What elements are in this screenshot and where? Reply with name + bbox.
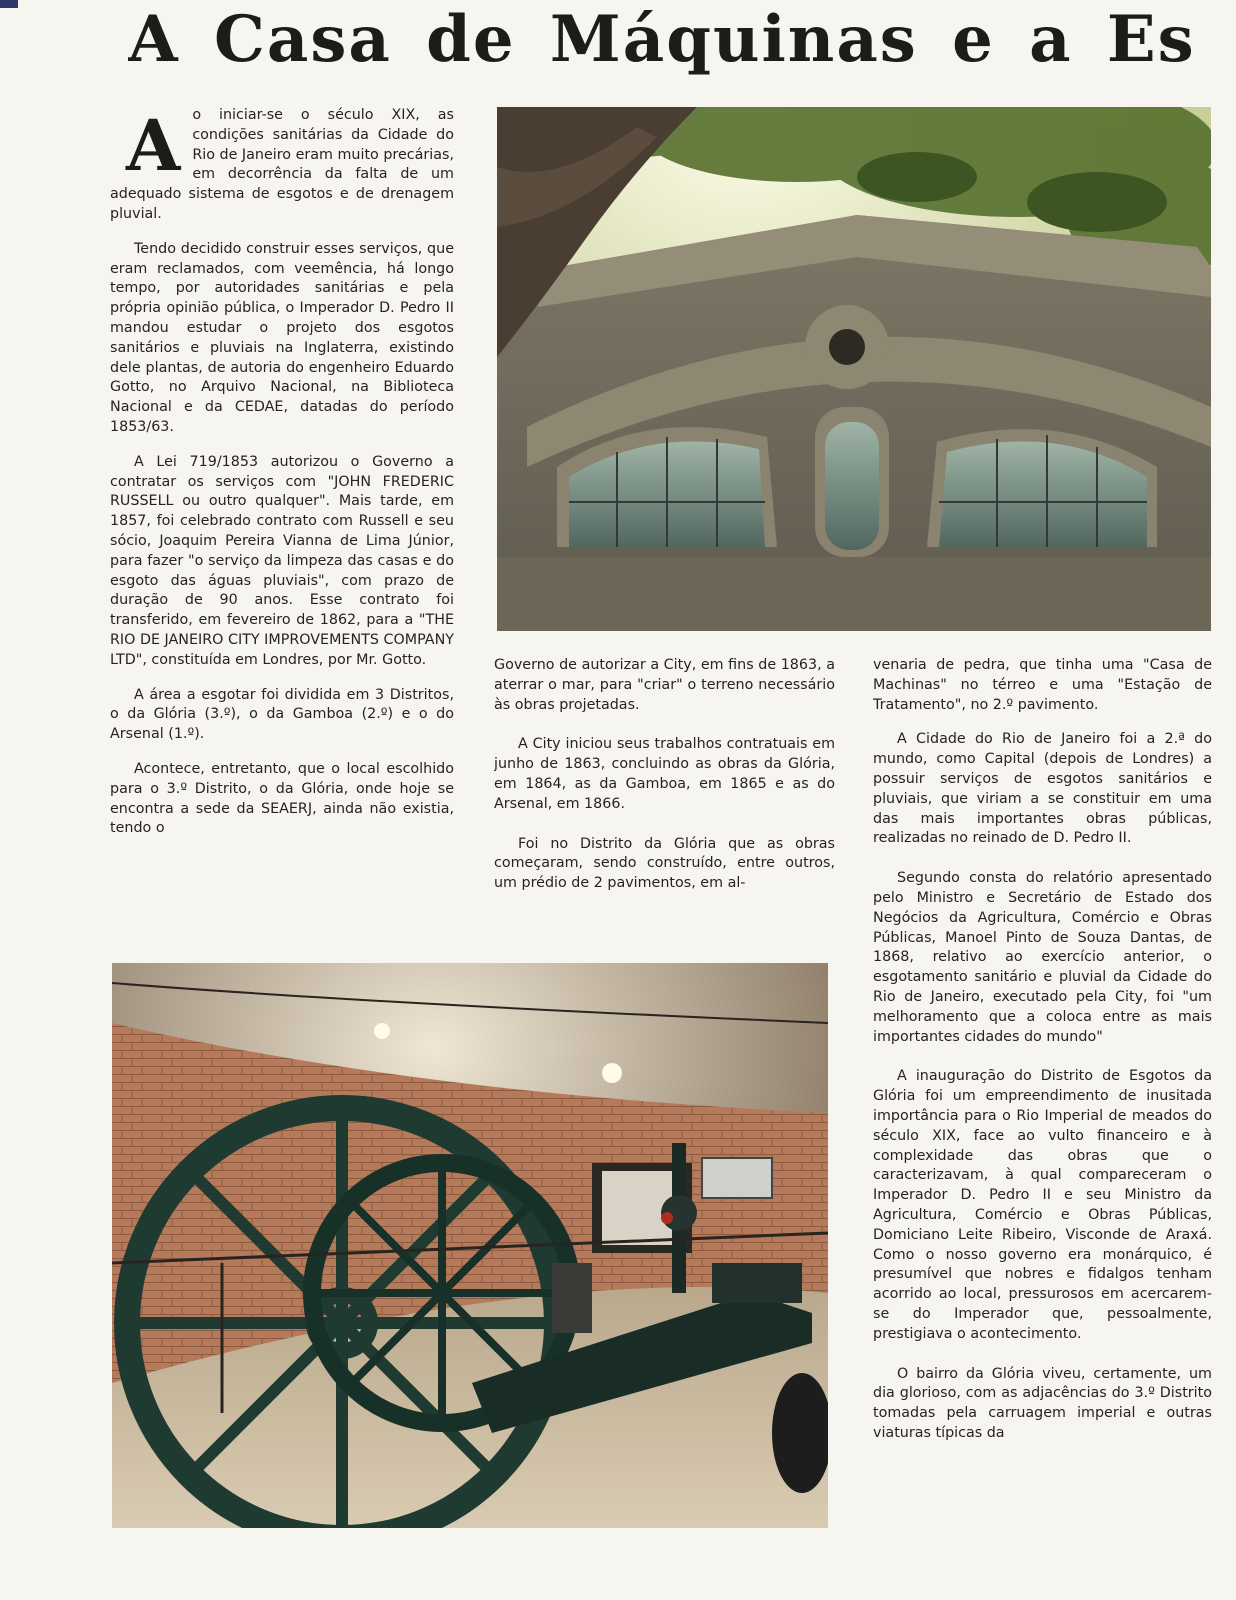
paragraph-intro (110, 106, 454, 225)
paragraph: A City iniciou seus trabalhos contratuais em junho de 1863, concluindo as obras da Glória, em 1864, as da Gamboa, em 1865 e as do Arsenal, em 1866. (494, 736, 835, 812)
paragraph: A área a esgotar foi dividida em 3 Distritos, o da Glória (3.º), o da Gamboa (2.º) e o do Arsenal (1.º). (110, 686, 454, 743)
paragraph: A Cidade do Rio de Janeiro foi a 2.ª do mundo, como Capital (depois de Londres) a possuir serviços de esgotos sanitários e pluviais, que viriam a se constituir em uma das mais importantes obras públicas, realizadas no reinado de D. Pedro II. (873, 731, 1212, 847)
photo-building-facade (497, 107, 1211, 631)
photo-machine-room (112, 963, 828, 1528)
paragraph: Tendo decidido construir esses serviços, que eram reclamados, com veemência, há longo tempo, por autoridades sanitárias e pela própria opinião pública, o Imperador D. Pedro II mandou estudar o projeto dos esgotos sanitários e pluviais na Inglaterra, existindo dele plantas, de autoria do engenheiro Eduardo Gotto, no Arquivo Nacional, na Biblioteca Nacional e da CEDAE, datadas do período 1853/63. (110, 240, 454, 435)
text-column-3 (873, 656, 1212, 1566)
paragraph: A Lei 719/1853 autorizou o Governo a contratar os serviços com "JOHN FREDERIC RUSSELL ou outro qualquer". Mais tarde, em 1857, foi celebrado contrato com Russell e seu sócio, Joaquim Pereira Vianna de Lima Júnior, para fazer "o serviço da limpeza das casas e do esgoto das águas pluviais", com prazo de duração de 90 anos. Esse contrato foi transferido, em fevereiro de 1862, para a "THE RIO DE JANEIRO CITY IMPROVEMENTS COMPANY LTD", constituída em Londres, por Mr. Gotto. (110, 453, 454, 668)
article-title: A Casa de Máquinas e a Es (128, 2, 1196, 77)
facade-illustration (497, 107, 1211, 631)
text-column-2 (494, 656, 835, 934)
paragraph: venaria de pedra, que tinha uma "Casa de Machinas" no térreo e uma "Estação de Tratamento", no 2.º pavimento. (873, 657, 1212, 713)
paragraph: Foi no Distrito da Glória que as obras começaram, sendo construído, entre outros, um prédio de 2 pavimentos, em al- (494, 835, 835, 892)
paragraph: A inauguração do Distrito de Esgotos da Glória foi um empreendimento de inusitada importância para o Rio Imperial de meados do século XIX, face ao vulto financeiro e à complexidade das obras que o caracterizavam, à qual compareceram o Imperador D. Pedro II e seu Ministro da Agricultura, Comércio e Obras Públicas, Domiciano Leite Ribeiro, Visconde de Araxá. Como o nosso governo era monárquico, é presumível que nobres e fidalgos tenham acorrido ao local, pressurosos em acercarem-se do Imperador que, pessoalmente, prestigiava o acontecimento. (873, 1068, 1212, 1342)
drop-cap: A (126, 106, 181, 187)
paragraph: Governo de autorizar a City, em fins de 1863, a aterrar o mar, para "criar" o terreno necessário às obras projetadas. (494, 657, 835, 713)
paragraph-intro-text: o iniciar-se o século XIX, as condições sanitárias da Cidade do Rio de Janeiro eram muito precárias, em decorrência da falta de um adequado sistema de esgotos e de drenagem pluvial. (110, 107, 454, 222)
text-column-1 (110, 106, 454, 934)
corner-mark (0, 0, 18, 8)
paragraph: Acontece, entretanto, que o local escolhido para o 3.º Distrito, o da Glória, onde hoje se encontra a sede da SEAERJ, ainda não existia, tendo o (110, 760, 454, 837)
machine-room-illustration (112, 963, 828, 1528)
paragraph: Segundo consta do relatório apresentado pelo Ministro e Secretário de Estado dos Negócios da Agricultura, Comércio e Obras Públicas, Manoel Pinto de Souza Dantas, de 1868, relativo ao exercício anterior, o esgotamento sanitário e pluvial da Cidade do Rio de Janeiro, executado pela City, foi "um melhoramento que a coloca entre as mais importantes cidades do mundo" (873, 870, 1212, 1045)
paragraph: O bairro da Glória viveu, certamente, um dia glorioso, com as adjacências do 3.º Distrito tomadas pela carruagem imperial e outras viaturas típicas da (873, 1365, 1212, 1441)
